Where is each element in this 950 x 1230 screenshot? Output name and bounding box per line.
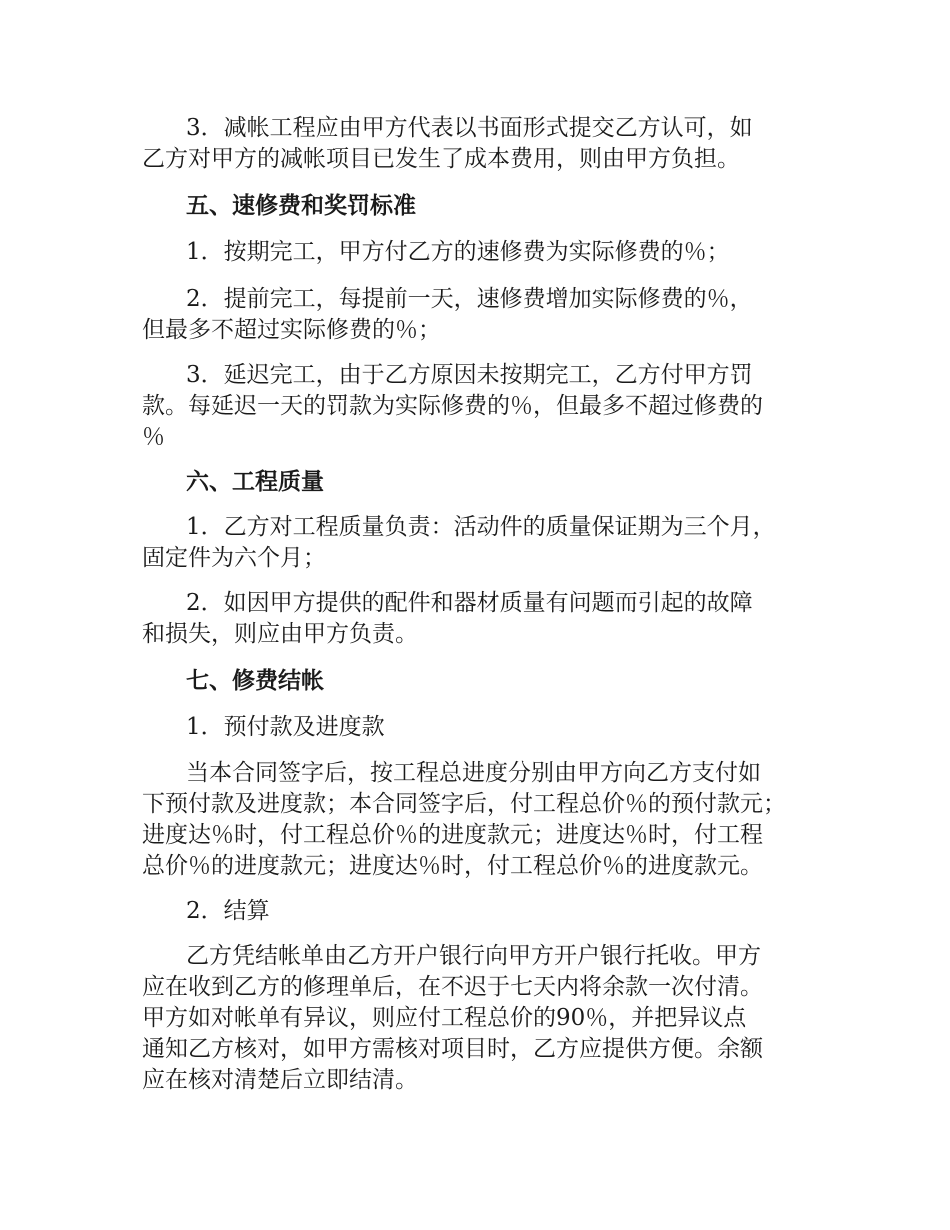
text-line: 当本合同签字后，按工程总进度分别由甲方向乙方支付如 <box>186 760 761 786</box>
paragraph-party-a-parts <box>142 588 822 650</box>
text-line: 2．提前完工，每提前一天，速修费增加实际修费的％， <box>186 286 753 312</box>
text-line: 总价％的进度款元；进度达％时，付工程总价％的进度款元。 <box>142 853 763 879</box>
text-line: 3．减帐工程应由甲方代表以书面形式提交乙方认可，如 <box>186 115 753 141</box>
paragraph-prepayment-title <box>142 712 822 743</box>
text-line: 乙方凭结帐单由乙方开户银行向甲方开户银行托收。甲方 <box>186 943 761 969</box>
text-line: 甲方如对帐单有异议，则应付工程总价的90％，并把异议点 <box>142 1005 747 1031</box>
heading-text: 六、工程质量 <box>186 468 324 495</box>
paragraph-quality-responsibility <box>142 512 822 574</box>
text-line: 款。每延迟一天的罚款为实际修费的％，但最多不超过修费的 <box>142 393 763 419</box>
text-line: 1．预付款及进度款 <box>186 714 385 740</box>
paragraph-settlement-details <box>142 941 822 1096</box>
text-line: 3．延迟完工，由于乙方原因未按期完工，乙方付甲方罚 <box>186 362 753 388</box>
paragraph-reduction-account <box>142 113 822 175</box>
paragraph-delayed-completion <box>142 360 822 453</box>
paragraph-early-completion <box>142 284 822 346</box>
text-line: 2．如因甲方提供的配件和器材质量有问题而引起的故障 <box>186 590 753 616</box>
text-line: ％ <box>142 424 165 450</box>
text-line: 和损失，则应由甲方负责。 <box>142 621 418 647</box>
text-line: 但最多不超过实际修费的％； <box>142 317 441 343</box>
text-line: 应在核对清楚后立即结清。 <box>142 1067 418 1093</box>
text-line: 固定件为六个月； <box>142 545 326 571</box>
text-line: 进度达％时，付工程总价％的进度款元；进度达％时，付工程 <box>142 822 763 848</box>
text-line: 通知乙方核对，如甲方需核对项目时，乙方应提供方便。余额 <box>142 1036 763 1062</box>
paragraph-on-time <box>142 237 822 268</box>
text-line: 应在收到乙方的修理单后，在不迟于七天内将余款一次付清。 <box>142 974 763 1000</box>
section-heading-6 <box>142 466 822 497</box>
text-line: 乙方对甲方的减帐项目已发生了成本费用，则由甲方负担。 <box>142 146 740 172</box>
heading-text: 七、修费结帐 <box>186 667 324 694</box>
paragraph-prepayment-details <box>142 758 822 882</box>
section-heading-7 <box>142 665 822 696</box>
text-line: 1．按期完工，甲方付乙方的速修费为实际修费的％； <box>186 239 730 265</box>
text-line: 2．结算 <box>186 898 270 924</box>
heading-text: 五、速修费和奖罚标准 <box>186 192 416 219</box>
section-heading-5 <box>142 190 822 221</box>
text-line: 下预付款及进度款；本合同签字后，付工程总价％的预付款元； <box>142 791 786 817</box>
paragraph-settlement-title <box>142 896 822 927</box>
text-line: 1．乙方对工程质量负责：活动件的质量保证期为三个月， <box>186 514 776 540</box>
